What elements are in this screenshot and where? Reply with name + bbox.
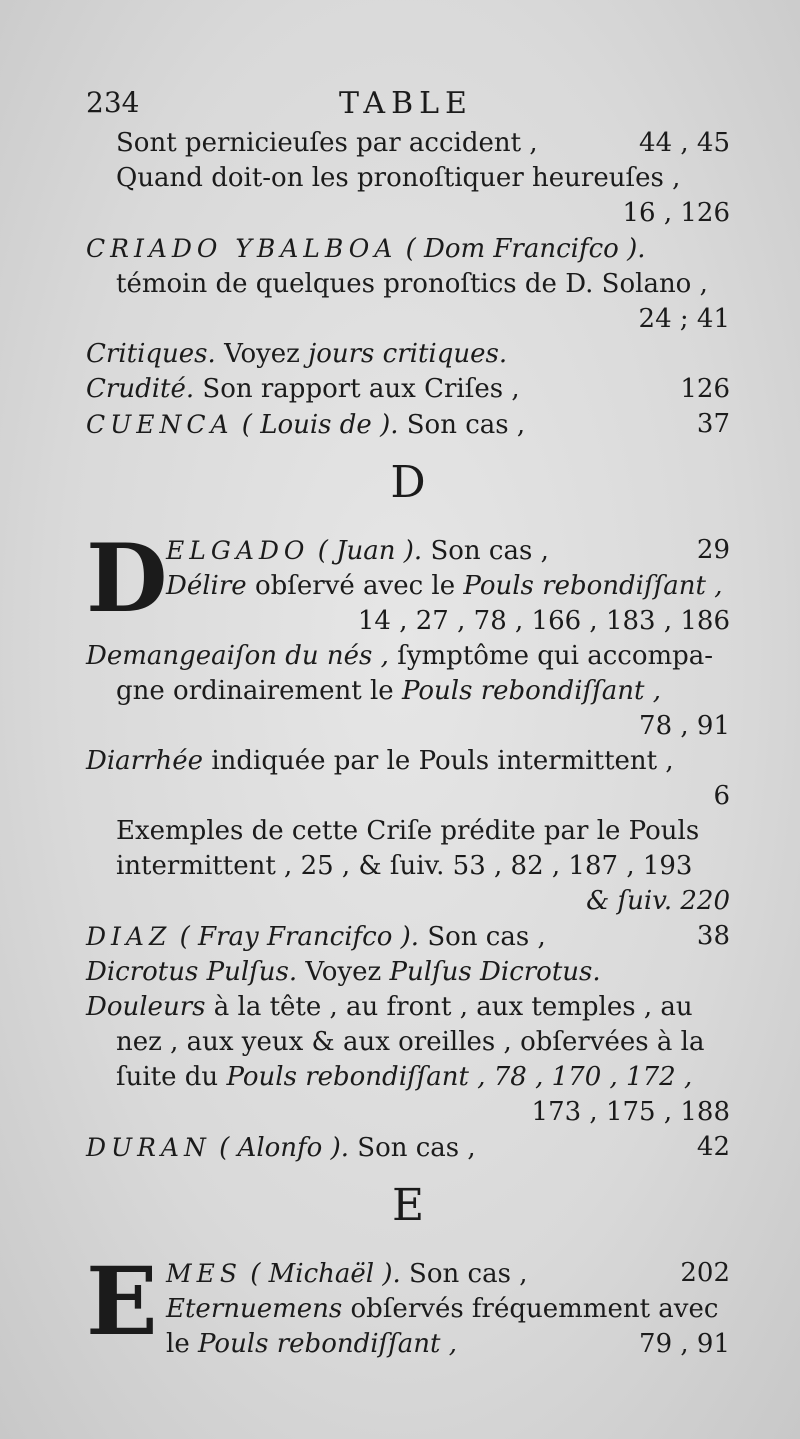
section-e-entries — [86, 1247, 730, 1362]
entry-pages: 14 , 27 , 78 , 166 , 183 , 186 — [357, 606, 730, 636]
entry-text: Voyez — [224, 339, 300, 369]
entry-text: à la tête , au front , aux temples , au — [213, 992, 693, 1022]
entry-pages: 78 , 91 — [639, 711, 730, 741]
index-entry-pages — [86, 884, 730, 919]
index-entry — [86, 337, 730, 372]
index-entry — [86, 1256, 730, 1292]
entry-text: gne ordinairement le — [116, 676, 394, 706]
entry-name: CRIADO YBALBOA — [86, 234, 398, 263]
entry-italic: Pouls rebondiſſant , 78 , 170 , 172 , — [226, 1062, 693, 1092]
index-entry — [86, 990, 730, 1025]
entry-paren: ( Alonfo ). — [219, 1133, 349, 1163]
entry-pages: 29 — [696, 535, 730, 565]
section-letter-e: E — [391, 1180, 425, 1231]
index-entry — [86, 849, 730, 884]
entry-name: DIAZ — [86, 922, 172, 951]
entry-text: Son cas , — [406, 410, 526, 440]
index-entry-pages — [86, 1095, 730, 1130]
entry-text: intermittent , 25 , & ſuiv. 53 , 82 , 187 , 193 — [116, 851, 693, 881]
index-entry-pages — [86, 196, 730, 231]
entry-italic: Pulſus Dicrotus. — [389, 957, 601, 987]
index-entry — [86, 267, 730, 302]
entry-italic: Délire — [166, 571, 247, 601]
drop-cap-d: D — [86, 524, 168, 634]
index-entry — [86, 1292, 730, 1327]
entry-text: Voyez — [305, 957, 382, 987]
entry-italic: Dicrotus Pulſus. — [86, 957, 298, 987]
index-entry — [86, 744, 730, 779]
entry-italic: Demangeaiſon du nés , — [86, 641, 389, 671]
entry-pages: 42 — [696, 1132, 730, 1162]
index-entry-pages — [86, 709, 730, 744]
entry-italic: Pouls rebondiſſant , — [197, 1329, 458, 1359]
index-entry-pages — [86, 779, 730, 814]
drop-cap-e: E — [86, 1247, 158, 1357]
index-entry — [86, 814, 730, 849]
entry-text: Exemples de cette Criſe prédite par le Pouls — [116, 816, 700, 846]
entry-pages: 6 — [713, 781, 730, 811]
entry-text: nez , aux yeux & aux oreilles , obſervées à la — [116, 1027, 705, 1057]
entry-pages: 24 ; 41 — [638, 304, 730, 334]
entry-text: Son cas , — [427, 922, 546, 952]
entry-pages: 16 , 126 — [622, 198, 730, 228]
entry-name: ELGADO — [166, 536, 310, 565]
entry-paren: ( Michaël ). — [250, 1259, 401, 1289]
entry-pages: 44 , 45 — [639, 128, 730, 158]
entry-name: MES — [166, 1259, 242, 1288]
index-entry — [86, 639, 730, 674]
running-head: TABLE — [339, 86, 473, 121]
index-entry — [86, 372, 730, 407]
entry-italic: Diarrhée — [86, 746, 204, 776]
section-letter-d: D — [390, 457, 426, 508]
entry-pages: 79 , 91 — [639, 1329, 730, 1359]
index-entry — [86, 674, 730, 709]
entry-italic: Eternuemens — [166, 1294, 343, 1324]
entry-italic: Douleurs — [86, 992, 206, 1022]
entry-italic: Pouls rebondiſſant , — [401, 676, 661, 706]
entry-text: obſervés fréquemment avec — [350, 1294, 719, 1324]
entry-text: ſuite du — [116, 1062, 219, 1092]
entry-text: Son cas , — [430, 536, 549, 566]
entry-paren: ( Louis de ). — [241, 410, 399, 440]
page-number: 234 — [86, 86, 140, 119]
index-entry — [86, 407, 730, 443]
entry-paren: ( Dom Francifco ). — [405, 234, 646, 264]
index-entry — [86, 1060, 730, 1095]
index-entry — [86, 231, 730, 267]
entry-paren: ( Fray Francifco ). — [179, 922, 420, 952]
page-header — [86, 86, 726, 126]
entry-pages: 202 — [680, 1258, 730, 1288]
entry-text: Quand doit-on les pronoſtiquer heureuſes , — [116, 163, 681, 193]
entry-pages: 37 — [696, 409, 730, 439]
index-entry-pages — [86, 604, 730, 639]
entry-pages: & ſuiv. 220 — [586, 886, 730, 916]
entry-lead: Crudité. — [86, 374, 195, 404]
entry-text: Son cas , — [409, 1259, 528, 1289]
entry-text: Son rapport aux Criſes , — [202, 374, 520, 404]
entry-text: témoin de quelques pronoſtics de D. Solano , — [116, 269, 708, 299]
index-entry — [86, 1025, 730, 1060]
entry-paren: ( Juan ). — [317, 536, 423, 566]
index-entry — [86, 569, 730, 604]
entry-text: Sont pernicieuſes par accident , — [116, 128, 538, 158]
section-d-entries — [86, 524, 730, 1166]
entry-text: obſervé avec le — [254, 571, 456, 601]
entry-pages: 126 — [680, 374, 730, 404]
index-entry-pages — [86, 302, 730, 337]
index-entry — [86, 955, 730, 990]
entry-text: ſymptôme qui accompa- — [397, 641, 714, 671]
entry-name: DURAN — [86, 1133, 211, 1162]
index-entry — [86, 919, 730, 955]
index-entry — [86, 1130, 730, 1166]
entry-italic: jours critiques. — [308, 339, 508, 369]
index-list — [86, 126, 730, 1362]
entry-text: Son cas , — [357, 1133, 476, 1163]
entry-lead: Critiques. — [86, 339, 216, 369]
index-entry — [86, 126, 730, 161]
entry-text: le — [166, 1329, 190, 1359]
index-entry — [86, 533, 730, 569]
index-entry — [86, 1327, 730, 1362]
entry-pages: 173 , 175 , 188 — [531, 1097, 730, 1127]
index-entry — [86, 161, 730, 196]
entry-pages: 38 — [696, 921, 730, 951]
entry-name: CUENCA — [86, 410, 234, 439]
entry-text: indiquée par le Pouls intermittent , — [211, 746, 674, 776]
entry-italic: Pouls rebondiſſant , — [463, 571, 723, 601]
